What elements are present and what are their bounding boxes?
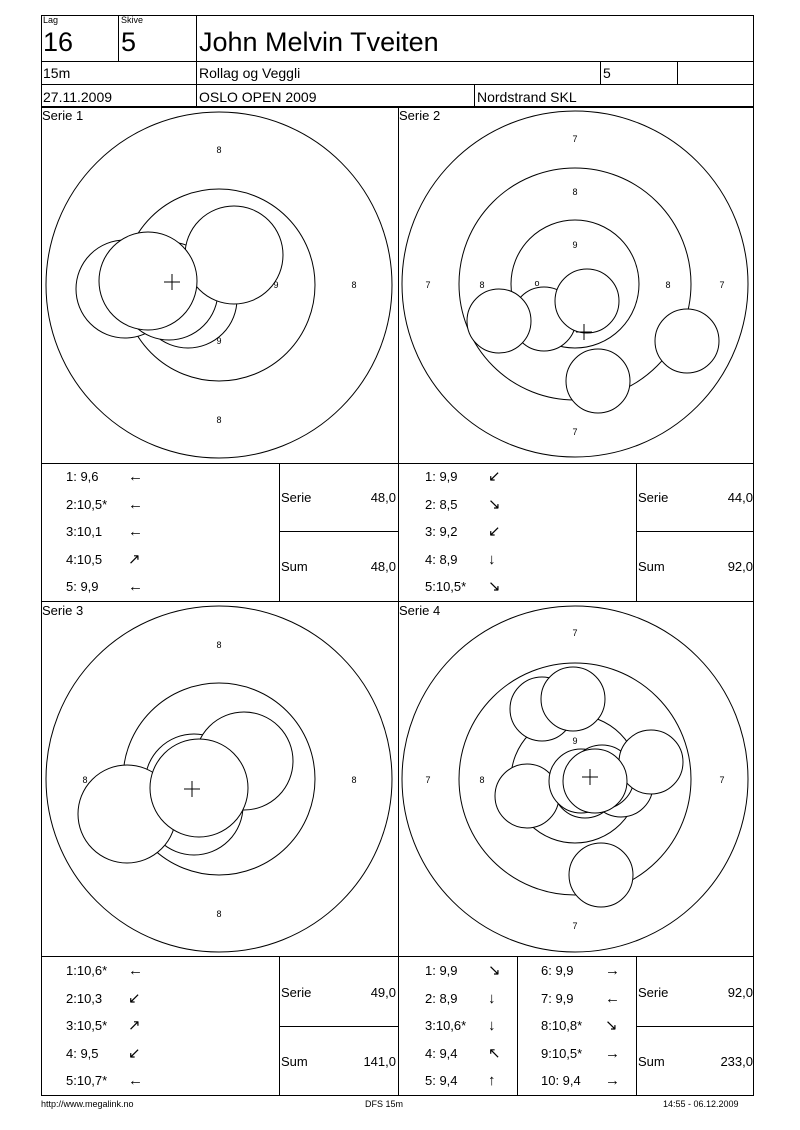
- organizer: Nordstrand SKL: [477, 89, 577, 105]
- ring-label: 7: [572, 134, 578, 144]
- header-vline-class: [600, 61, 601, 84]
- shot-score: 2:10,5*: [66, 496, 108, 512]
- shot-hole: [569, 843, 633, 907]
- ring-label: 7: [572, 628, 578, 638]
- shot-score: 4: 9,4: [425, 1045, 458, 1061]
- shot-score: 10: 9,4: [541, 1073, 581, 1088]
- shot-score: 3:10,1: [66, 524, 103, 539]
- shot-direction-arrow-icon: ←: [128, 523, 143, 540]
- sum-hline-1: [279, 531, 398, 532]
- shot-hole: [467, 289, 531, 353]
- serie-2-target: [398, 107, 754, 463]
- shot-score: 7: 9,9: [541, 990, 574, 1006]
- shot-direction-arrow-icon: ↗: [128, 550, 141, 568]
- date: 27.11.2009: [43, 89, 113, 105]
- serie-label: Serie: [281, 490, 312, 505]
- shot-score: 5:10,5*: [425, 579, 467, 594]
- shot-hole: [185, 206, 283, 304]
- shot-score: 4: 9,5: [66, 1045, 99, 1061]
- shot-direction-arrow-icon: ↓: [488, 1017, 496, 1034]
- ring-label: 9: [273, 280, 279, 290]
- shot-score: 2: 8,5: [425, 496, 458, 512]
- class-value: 5: [603, 65, 611, 81]
- ring-label: 8: [351, 775, 357, 785]
- shot-score: 9:10,5*: [541, 1045, 583, 1061]
- ring-label: 8: [216, 909, 222, 919]
- shot-score: 2:10,3: [66, 990, 103, 1006]
- shot-direction-arrow-icon: ←: [128, 468, 143, 485]
- serie-1-target: [41, 107, 398, 463]
- serie-2-title: Serie 2: [399, 108, 441, 123]
- shot-hole: [655, 309, 719, 373]
- shot-direction-arrow-icon: ↙: [488, 523, 501, 540]
- shot-score: 4: 8,9: [425, 551, 458, 567]
- club: Rollag og Veggli: [199, 65, 301, 81]
- shot-score: 5: 9,4: [425, 1073, 458, 1088]
- shot-direction-arrow-icon: ↘: [488, 495, 501, 513]
- shot-score: 6: 9,9: [541, 963, 574, 978]
- shot-direction-arrow-icon: ←: [128, 1072, 143, 1089]
- shot-direction-arrow-icon: ←: [128, 578, 143, 595]
- ring-label: 8: [479, 280, 485, 290]
- grid-hline-3: [41, 956, 754, 957]
- shot-direction-arrow-icon: ↙: [128, 1044, 141, 1062]
- footer-website: http://www.megalink.no: [41, 1099, 134, 1109]
- ring-label: 9: [216, 336, 222, 346]
- event: OSLO OPEN 2009: [199, 89, 317, 105]
- serie-label: Serie: [638, 490, 669, 505]
- shot-direction-arrow-icon: ↘: [488, 962, 501, 979]
- serie-1-title: Serie 1: [42, 108, 84, 123]
- ring-label: o: [534, 278, 540, 288]
- shot-direction-arrow-icon: ↓: [488, 550, 496, 568]
- shot-direction-arrow-icon: ↘: [605, 1017, 618, 1034]
- ring-label: 8: [351, 280, 357, 290]
- shot-hole: [150, 739, 248, 837]
- ring-label: 8: [216, 640, 222, 650]
- sum-hline-2: [636, 531, 754, 532]
- header-vline-skive: [196, 15, 197, 107]
- sum-label: Sum: [281, 1054, 308, 1069]
- distance: 15m: [43, 65, 71, 81]
- shot-direction-arrow-icon: →: [605, 962, 620, 979]
- shot-score: 2: 8,9: [425, 990, 458, 1006]
- serie-value: 48,0: [370, 490, 396, 505]
- shot-direction-arrow-icon: ←: [128, 962, 143, 979]
- sum-label: Sum: [638, 559, 665, 574]
- serie-value: 49,0: [370, 985, 396, 1000]
- sum-vline-1: [279, 463, 280, 601]
- header-vline-class2: [677, 61, 678, 84]
- shot-score: 1:10,6*: [66, 963, 108, 978]
- lag-value: 16: [43, 27, 74, 57]
- sum-hline-3: [279, 1026, 398, 1027]
- footer-program: DFS 15m: [365, 1099, 404, 1109]
- ring-label: 7: [719, 280, 725, 290]
- ring-label: 7: [719, 775, 725, 785]
- serie-value: 92,0: [727, 985, 753, 1000]
- sum-value: 92,0: [727, 559, 753, 574]
- sum-label: Sum: [281, 559, 308, 574]
- shot-score: 1: 9,6: [66, 469, 99, 484]
- ring-label: 8: [572, 187, 578, 197]
- shot-direction-arrow-icon: ↗: [128, 1017, 141, 1034]
- shot-hole: [566, 349, 630, 413]
- serie-label: Serie: [281, 985, 312, 1000]
- shot-score: 1: 9,9: [425, 963, 458, 978]
- sum-value: 233,0: [720, 1054, 753, 1069]
- shot-score: 8:10,8*: [541, 1018, 583, 1033]
- ring-label: 8: [479, 775, 485, 785]
- shot-score: 1: 9,9: [425, 469, 458, 484]
- shot-hole: [541, 667, 605, 731]
- shot-direction-arrow-icon: →: [605, 1072, 620, 1089]
- shot-direction-arrow-icon: ↑: [488, 1072, 496, 1089]
- shot-score: 3:10,5*: [66, 1018, 108, 1033]
- shot-hole: [99, 232, 197, 330]
- shot-direction-arrow-icon: ←: [128, 495, 143, 513]
- skive-value: 5: [121, 27, 137, 57]
- shot-direction-arrow-icon: ↓: [488, 989, 496, 1007]
- lag-label: Lag: [43, 15, 59, 25]
- shot-score: 5:10,7*: [66, 1073, 108, 1088]
- serie-3-target: [41, 601, 398, 956]
- shot-direction-arrow-icon: ←: [605, 989, 620, 1007]
- header-vline-org: [474, 84, 475, 107]
- shot-direction-arrow-icon: →: [605, 1044, 620, 1062]
- ring-label: 8: [216, 415, 222, 425]
- ring-label: 9: [572, 736, 578, 746]
- header-divider-2: [41, 84, 754, 85]
- sum-label: Sum: [638, 1054, 665, 1069]
- serie-3-title: Serie 3: [42, 603, 84, 618]
- ring-label: 7: [425, 775, 431, 785]
- shooter-name: John Melvin Tveiten: [199, 27, 439, 57]
- header-vline-lag: [118, 15, 119, 61]
- serie-value: 44,0: [727, 490, 753, 505]
- shot-score: 3:10,6*: [425, 1018, 467, 1033]
- shot-hole: [563, 749, 627, 813]
- sum-value: 141,0: [363, 1054, 396, 1069]
- shot-direction-arrow-icon: ↙: [128, 989, 141, 1007]
- ring-label: 8: [216, 145, 222, 155]
- ring-label: 7: [572, 427, 578, 437]
- shot-direction-arrow-icon: ↙: [488, 468, 501, 485]
- shot-score: 5: 9,9: [66, 579, 99, 594]
- header-divider-1: [41, 61, 754, 62]
- shots-vline-4: [517, 956, 518, 1096]
- ring-label: 8: [665, 280, 671, 290]
- ring-label: 7: [425, 280, 431, 290]
- shot-score: 4:10,5: [66, 551, 103, 567]
- shot-hole: [555, 269, 619, 333]
- footer-printed: 14:55 - 06.12.2009: [663, 1099, 739, 1109]
- serie-4-title: Serie 4: [399, 603, 441, 618]
- shot-hole: [619, 730, 683, 794]
- sum-vline-2: [636, 463, 637, 601]
- ring-label: 8: [82, 775, 88, 785]
- sum-hline-4: [636, 1026, 754, 1027]
- sum-value: 48,0: [370, 559, 396, 574]
- shot-direction-arrow-icon: ↘: [488, 578, 501, 595]
- serie-label: Serie: [638, 985, 669, 1000]
- skive-label: Skive: [121, 15, 144, 25]
- grid-hline-1: [41, 463, 754, 464]
- serie-4-target: [398, 601, 754, 956]
- shot-score: 3: 9,2: [425, 524, 458, 539]
- shot-direction-arrow-icon: ↖: [488, 1044, 501, 1062]
- ring-label: 7: [572, 921, 578, 931]
- ring-label: 9: [572, 240, 578, 250]
